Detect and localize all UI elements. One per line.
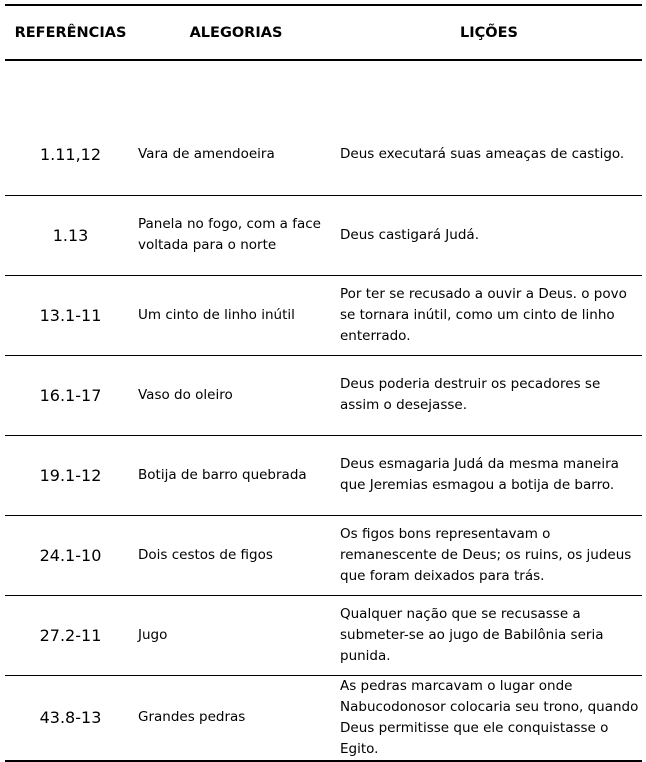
header-row	[5, 5, 642, 60]
allegory-cell: Um cinto de linho inútil	[136, 275, 336, 355]
reference-cell: 1.11,12	[39, 145, 102, 165]
table-row	[5, 515, 642, 595]
lesson-cell: Deus castigará Judá.	[336, 195, 642, 275]
allegory-cell: Vara de amendoeira	[138, 146, 275, 163]
lesson-cell: Deus executará suas ameaças de castigo.	[340, 146, 625, 163]
table-row	[5, 275, 642, 355]
header-referencias: REFERÊNCIAS	[5, 5, 136, 60]
allegory-cell: Dois cestos de figos	[136, 515, 336, 595]
reference-cell: 13.1-11	[5, 275, 136, 355]
allegory-cell: Jugo	[136, 595, 336, 675]
header-licoes: LIÇÕES	[336, 5, 642, 60]
lesson-cell: Deus esmagaria Judá da mesma maneira que Jeremias esmagou a botija de barro.	[336, 435, 642, 515]
header-alegorias: ALEGORIAS	[136, 5, 336, 60]
lesson-cell: Por ter se recusado a ouvir a Deus. o povo se tornara inútil, como um cinto de linho enterrado.	[336, 275, 642, 355]
reference-cell: 19.1-12	[5, 435, 136, 515]
allegory-cell: Vaso do oleiro	[136, 355, 336, 435]
lesson-cell: Os figos bons representavam o remanescente de Deus; os ruins, os judeus que foram deixados para trás.	[336, 515, 642, 595]
reference-cell: 43.8-13	[5, 675, 136, 761]
allegory-cell: Panela no fogo, com a face voltada para o norte	[136, 195, 336, 275]
reference-cell: 24.1-10	[5, 515, 136, 595]
header-spacer	[5, 60, 642, 115]
lesson-cell: Qualquer nação que se recusasse a submeter-se ao jugo de Babilônia seria punida.	[336, 595, 642, 675]
table-row	[5, 435, 642, 515]
allegories-table-container	[5, 4, 642, 762]
lesson-cell: As pedras marcavam o lugar onde Nabucodonosor colocaria seu trono, quando Deus permitisse que ele conquistasse o Egito.	[336, 675, 642, 761]
allegories-table	[5, 4, 642, 762]
allegory-cell: Botija de barro quebrada	[136, 435, 336, 515]
table-row	[5, 115, 642, 195]
reference-cell: 1.13	[5, 195, 136, 275]
table-row	[5, 355, 642, 435]
reference-cell: 16.1-17	[5, 355, 136, 435]
table-row	[5, 675, 642, 761]
table-row	[5, 195, 642, 275]
table-row	[5, 595, 642, 675]
reference-cell: 27.2-11	[5, 595, 136, 675]
lesson-cell: Deus poderia destruir os pecadores se assim o desejasse.	[336, 355, 642, 435]
allegory-cell: Grandes pedras	[136, 675, 336, 761]
